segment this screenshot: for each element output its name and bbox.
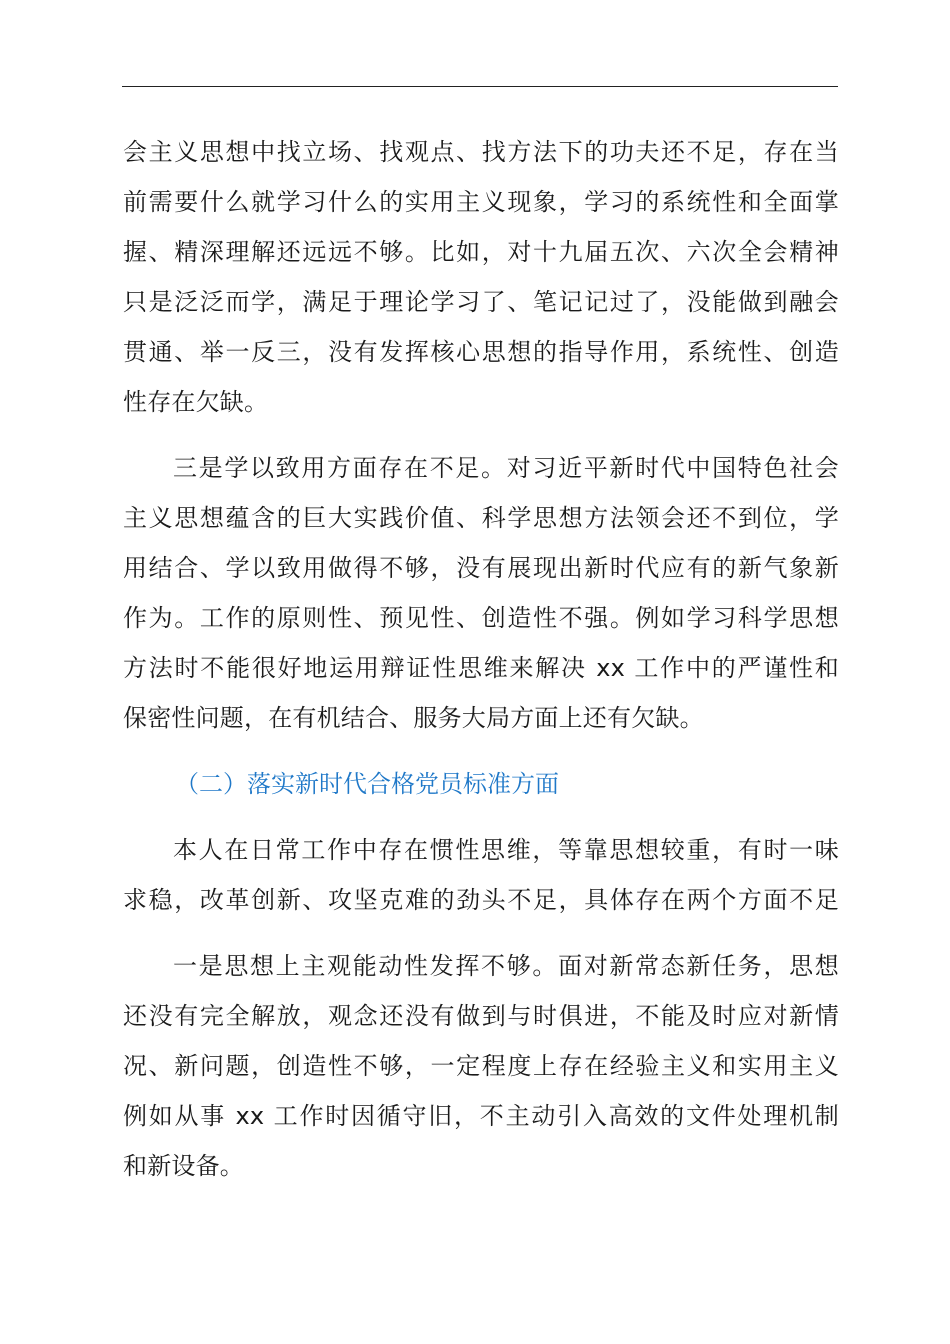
text-line: 握、精深理解还远远不够。比如，对十九届五次、六次全会精神: [123, 238, 839, 266]
text-line: 本人在日常工作中存在惯性思维，等靠思想较重，有时一味: [173, 836, 839, 864]
text-line: 只是泛泛而学，满足于理论学习了、笔记记过了，没能做到融会: [123, 288, 839, 316]
paragraph-initiative: [123, 941, 839, 1191]
text-line: 一是思想上主观能动性发挥不够。面对新常态新任务，思想: [173, 952, 839, 980]
paragraph-study-depth: [123, 127, 839, 427]
section-heading: （二）落实新时代合格党员标准方面: [175, 770, 559, 798]
paragraph-spacer: [123, 427, 839, 443]
text-line: 方法时不能很好地运用辩证性思维来解决 xx 工作中的严谨性和: [123, 654, 839, 682]
text-line: 保密性问题，在有机结合、服务大局方面上还有欠缺。: [123, 704, 704, 732]
body-text: [123, 127, 839, 1191]
paragraph-application: [123, 443, 839, 743]
text-line: 性存在欠缺。: [123, 388, 269, 416]
text-line: 主义思想蕴含的巨大实践价值、科学思想方法领会还不到位，学: [123, 504, 839, 532]
paragraph-spacer: [123, 743, 839, 759]
text-line: 和新设备。: [123, 1152, 244, 1180]
text-line: 用结合、学以致用做得不够，没有展现出新时代应有的新气象新: [123, 554, 839, 582]
paragraph-inertia: [123, 825, 839, 925]
text-line: 还没有完全解放，观念还没有做到与时俱进，不能及时应对新情: [123, 1002, 839, 1030]
text-line: 前需要什么就学习什么的实用主义现象，学习的系统性和全面掌: [123, 188, 839, 216]
text-line: 求稳，改革创新、攻坚克难的劲头不足，具体存在两个方面不足: [123, 886, 839, 914]
paragraph-spacer: [123, 925, 839, 941]
text-line: 例如从事 xx 工作时因循守旧，不主动引入高效的文件处理机制: [123, 1102, 839, 1130]
text-line: 贯通、举一反三，没有发挥核心思想的指导作用，系统性、创造: [123, 338, 839, 366]
text-line: 况、新问题，创造性不够，一定程度上存在经验主义和实用主义: [123, 1052, 839, 1080]
header-rule: [122, 86, 838, 87]
text-line: 作为。工作的原则性、预见性、创造性不强。例如学习科学思想: [123, 604, 839, 632]
text-line: 三是学以致用方面存在不足。对习近平新时代中国特色社会: [173, 454, 839, 482]
text-line: 会主义思想中找立场、找观点、找方法下的功夫还不足，存在当: [123, 138, 839, 166]
paragraph-spacer: [123, 809, 839, 825]
